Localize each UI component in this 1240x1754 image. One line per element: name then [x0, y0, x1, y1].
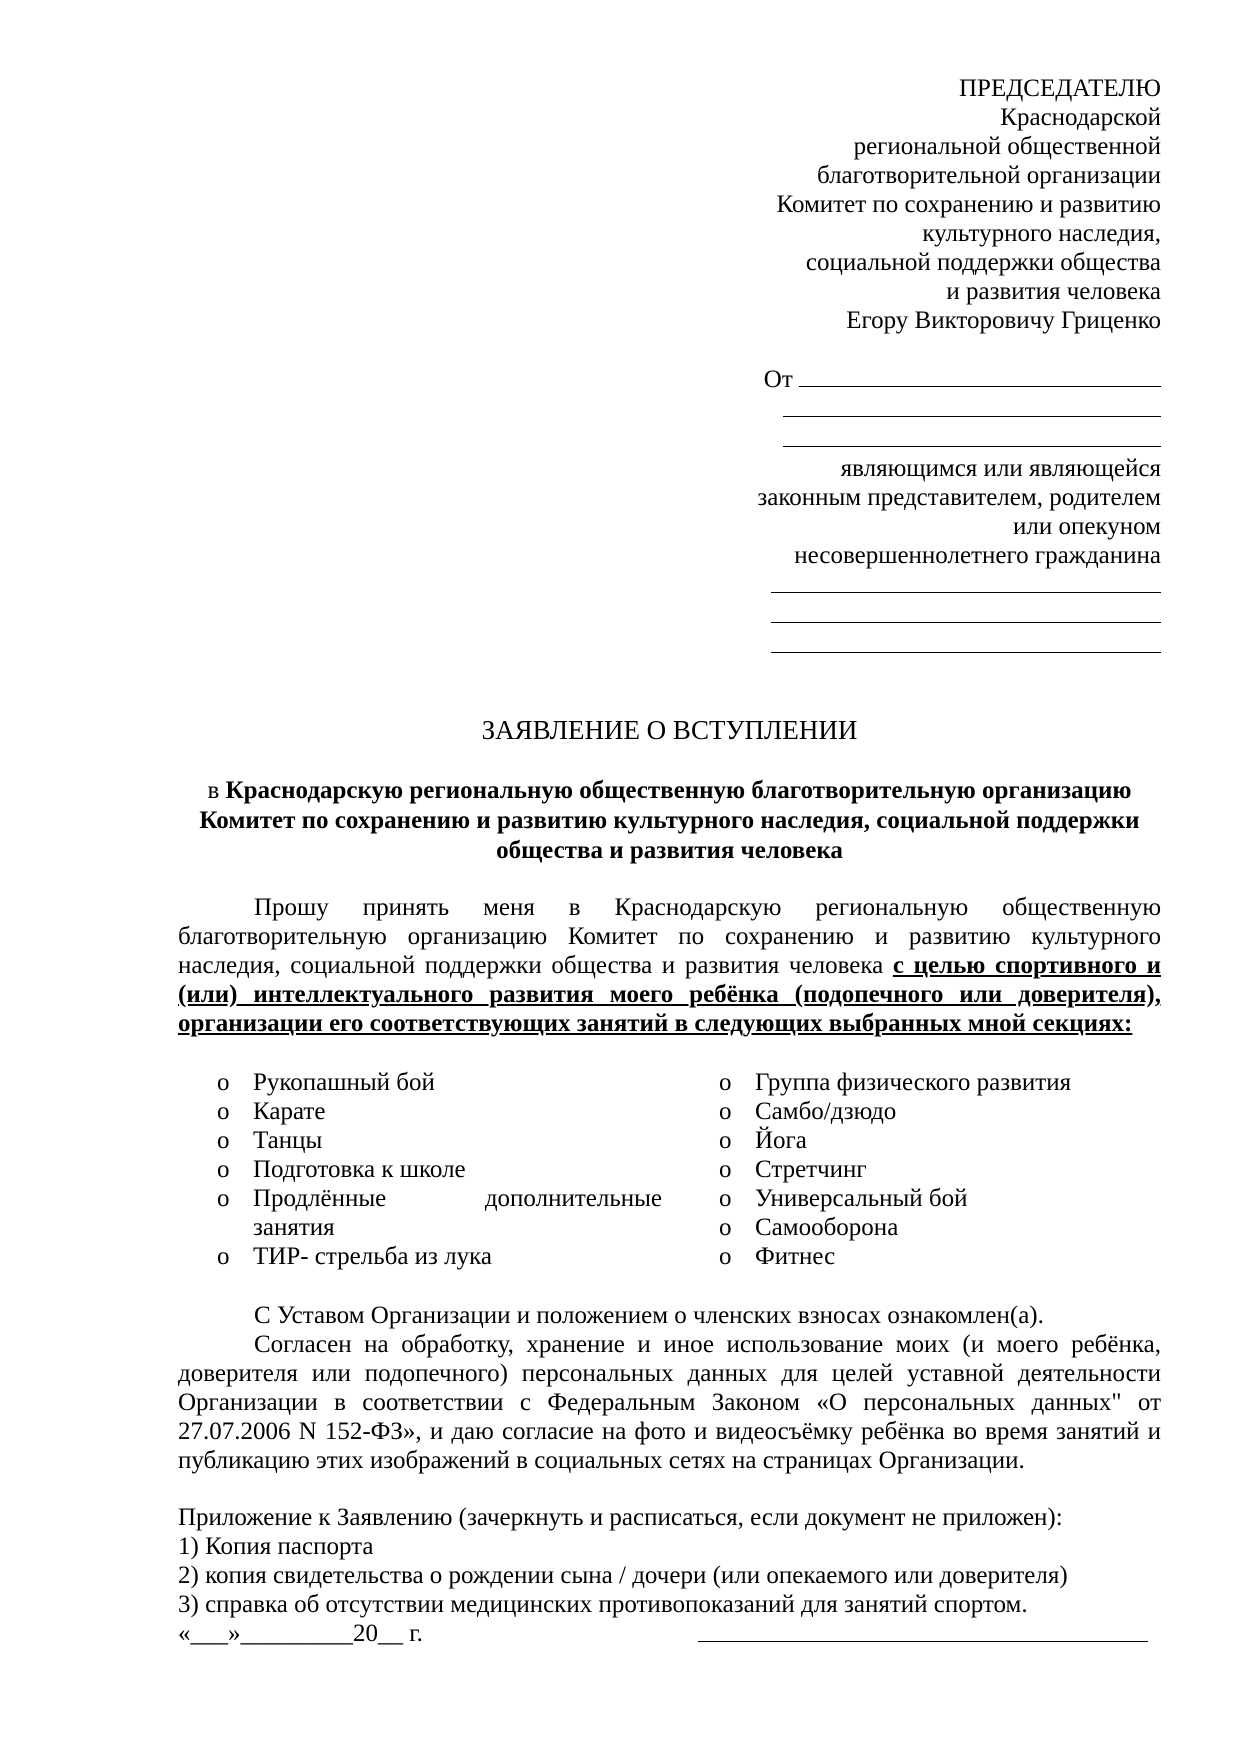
section-option[interactable]: [217, 1184, 662, 1242]
section-option[interactable]: [217, 1097, 662, 1126]
circle-bullet-icon: o: [217, 1069, 230, 1096]
sections-right-column: [719, 1068, 1159, 1271]
section-label: Танцы: [253, 1127, 323, 1154]
addressee-line: социальной поддержки общества: [805, 249, 1161, 276]
child-name-field-3[interactable]: [771, 630, 1161, 653]
section-label: Йога: [755, 1127, 807, 1154]
section-label: Группа физического развития: [755, 1069, 1072, 1096]
subtitle-organization: Краснодарскую региональную общественную благотворительную организацию Комитет по сохранению и развитию культурного наследия, социальной поддержки общества и развития человека: [199, 777, 1140, 864]
section-label: Стретчинг: [755, 1156, 867, 1183]
section-option[interactable]: [719, 1184, 1159, 1213]
from-label: От: [763, 366, 793, 393]
request-emphasis: с целью спортивного и (или) интеллектуального развития моего ребёнка (подопечного или доверителя), организации его соответствующих занятий в следующих выбранных мной секциях:: [178, 952, 1161, 1037]
sender-block: [757, 364, 1161, 660]
document-subtitle: [178, 776, 1161, 866]
circle-bullet-icon: o: [217, 1243, 230, 1270]
sender-name-field-3[interactable]: [783, 424, 1161, 447]
addressee-line: региональной общественной: [853, 133, 1161, 160]
circle-bullet-icon: o: [217, 1098, 230, 1125]
section-label: Универсальный бой: [755, 1185, 968, 1212]
signature-field[interactable]: [698, 1619, 1148, 1642]
circle-bullet-icon: o: [719, 1214, 732, 1241]
addressee-line: и развития человека: [946, 278, 1161, 305]
section-option[interactable]: [719, 1155, 1159, 1184]
circle-bullet-icon: o: [217, 1156, 230, 1183]
request-paragraph: [178, 893, 1161, 1038]
sender-role-line: являющимся или являющейся: [840, 455, 1161, 482]
section-label: Карате: [253, 1098, 326, 1125]
section-option[interactable]: [719, 1242, 1159, 1271]
request-text: Прошу принять меня в Краснодарскую региональную общественную благотворительную организацию Комитет по сохранению и развитию культурного наследия, социальной поддержки общества и развития человека: [178, 894, 1161, 979]
addressee-line: ПРЕДСЕДАТЕЛЮ: [958, 75, 1161, 102]
section-label: Подготовка к школе: [253, 1156, 466, 1183]
sender-role-line: законным представителем, родителем: [757, 484, 1161, 511]
circle-bullet-icon: o: [719, 1185, 732, 1212]
circle-bullet-icon: o: [719, 1069, 732, 1096]
circle-bullet-icon: o: [217, 1127, 230, 1154]
section-option[interactable]: [719, 1068, 1159, 1097]
child-name-field[interactable]: [771, 570, 1161, 593]
circle-bullet-icon: o: [719, 1098, 732, 1125]
consent-paragraph: Согласен на обработку, хранение и иное использование моих (и моего ребёнка, доверителя или подопечного) персональных данных для целей уставной деятельности Организации в соответствии с Федеральным Законом «О персональных данных" от 27.07.2006 N 152-ФЗ», и даю согласие на фото и видеосъёмку ребёнка во время занятий и публикацию этих изображений в социальных сетях на страницах Организации.: [178, 1331, 1161, 1474]
circle-bullet-icon: o: [719, 1243, 732, 1270]
sender-name-field-2[interactable]: [783, 394, 1161, 417]
sections-left-column: [217, 1068, 662, 1271]
addressee-line: Краснодарской: [1000, 104, 1161, 131]
sender-role-line: или опекуном: [1013, 513, 1161, 540]
section-option[interactable]: [217, 1242, 662, 1271]
section-label: Самбо/дзюдо: [755, 1098, 897, 1125]
acknowledgement-text: С Уставом Организации и положением о членских взносах ознакомлен(а).: [254, 1302, 1044, 1329]
section-option[interactable]: [719, 1097, 1159, 1126]
attachments-heading: Приложение к Заявлению (зачеркнуть и расписаться, если документ не приложен):: [178, 1504, 1063, 1531]
section-option[interactable]: [719, 1213, 1159, 1242]
section-label: Фитнес: [755, 1243, 836, 1270]
sender-name-field[interactable]: [799, 364, 1161, 387]
sender-role-line: несовершеннолетнего гражданина: [794, 542, 1161, 569]
addressee-line: культурного наследия,: [922, 220, 1161, 247]
section-option[interactable]: [719, 1126, 1159, 1155]
attachment-item: 2) копия свидетельства о рождении сына / дочери (или опекаемого или доверителя): [178, 1562, 1068, 1589]
circle-bullet-icon: o: [719, 1156, 732, 1183]
attachments-block: [178, 1503, 1161, 1648]
section-option[interactable]: [217, 1126, 662, 1155]
section-option[interactable]: [217, 1068, 662, 1097]
attachment-item: 1) Копия паспорта: [178, 1533, 374, 1560]
section-option[interactable]: [217, 1155, 662, 1184]
section-label: ТИР- стрельба из лука: [253, 1243, 493, 1270]
addressee-line: благотворительной организации: [816, 162, 1161, 189]
addressee-line: Комитет по сохранению и развитию: [776, 191, 1161, 218]
section-label: Самооборона: [755, 1214, 899, 1241]
subtitle-prefix: в: [207, 777, 220, 804]
section-label: Рукопашный бой: [253, 1069, 435, 1096]
attachment-item: 3) справка об отсутствии медицинских противопоказаний для занятий спортом.: [178, 1591, 1028, 1618]
addressee-line: Егору Викторовичу Гриценко: [846, 307, 1161, 334]
document-title: ЗАЯВЛЕНИЕ О ВСТУПЛЕНИИ: [481, 715, 858, 745]
date-field[interactable]: «___»_________20__ г.: [178, 1620, 423, 1647]
addressee-block: [777, 74, 1161, 335]
child-name-field-2[interactable]: [771, 600, 1161, 623]
section-label: Продлённые дополнительные занятия: [253, 1185, 662, 1241]
circle-bullet-icon: o: [217, 1185, 230, 1212]
circle-bullet-icon: o: [719, 1127, 732, 1154]
